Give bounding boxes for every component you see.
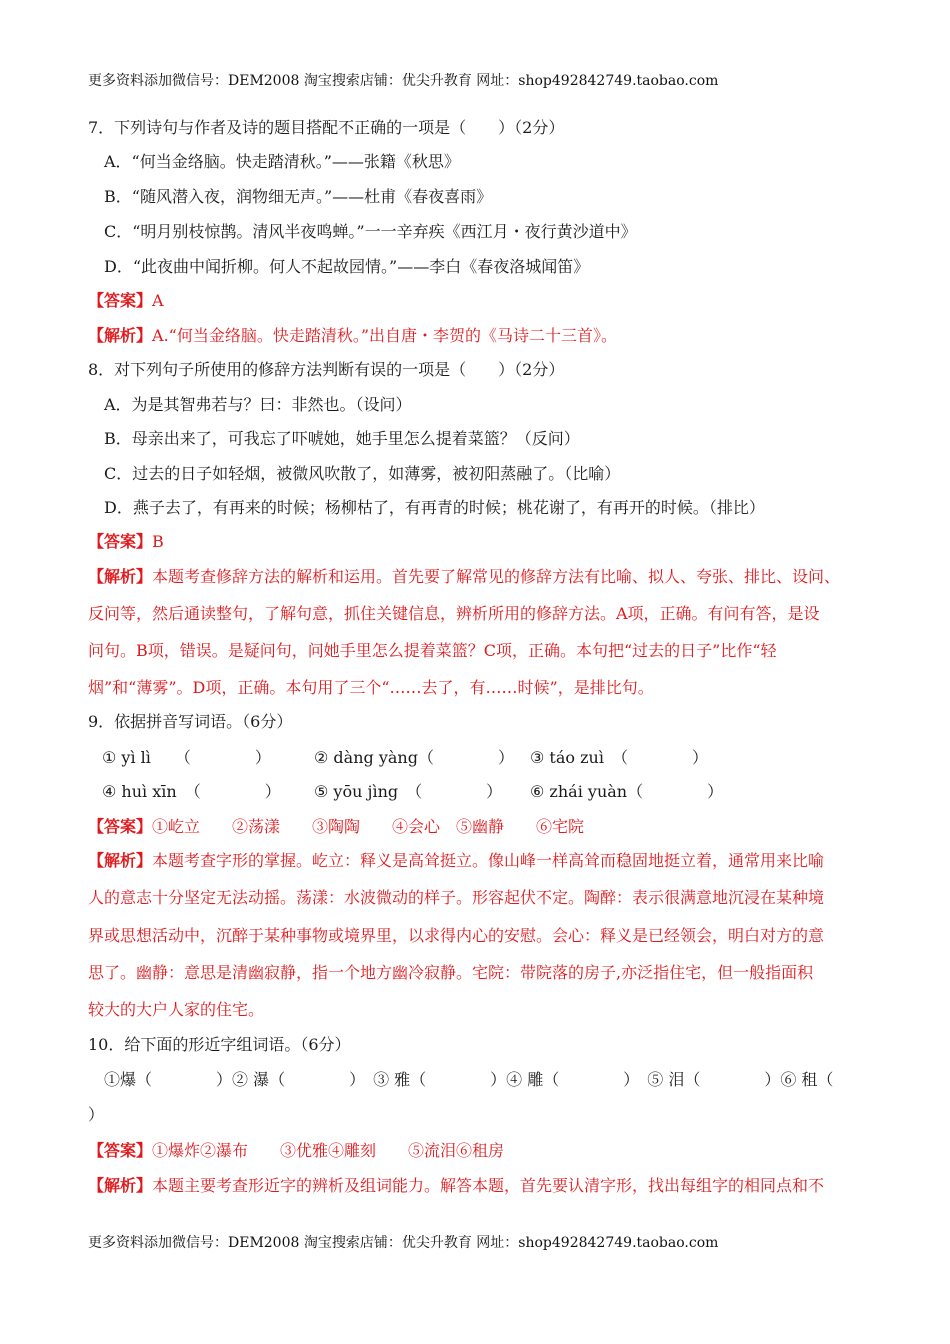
q8-analysis-line-3: 问句。B项，错误。是疑问句，问她手里怎么提着菜篮？C项，正确。本句把“过去的日子”比作“轻 [88, 641, 777, 660]
q10-answer-value: ①爆炸②瀑布 ③优雅④雕刻 ⑤流泪⑥租房 [152, 1141, 505, 1160]
q10-analysis-text: 本题主要考查形近字的辨析及组词能力。解答本题，首先要认清字形，找出每组字的相同点和不 [152, 1176, 825, 1195]
q7-analysis-text: A.“何当金络脑。快走踏清秋。”出自唐・李贺的《马诗二十三首》。 [152, 326, 618, 345]
q7-stem: 7．下列诗句与作者及诗的题目搭配不正确的一项是（ ）（2分） [88, 118, 565, 137]
analysis-label: 【解析】 [88, 567, 153, 586]
answer-label: 【答案】 [88, 1141, 153, 1160]
answer-label: 【答案】 [88, 817, 153, 836]
q7-analysis [88, 326, 617, 346]
answer-label: 【答案】 [88, 532, 153, 551]
analysis-label: 【解析】 [88, 1176, 153, 1195]
q9-answer-value: ①屹立 ②荡漾 ③陶陶 ④会心 ⑤幽静 ⑥宅院 [152, 817, 585, 836]
q8-analysis-line-1 [88, 567, 840, 587]
q9-item-5: ⑤ yōu jìng （ ） [314, 782, 503, 801]
q8-analysis-line-4: 烟”和“薄雾”。D项，正确。本句用了三个“……去了，有……时候”，是排比句。 [88, 678, 654, 697]
q9-analysis-line-2: 人的意志十分坚定无法动摇。荡漾：水波微动的样子。形容起伏不定。陶醉：表示很满意地沉浸在某种境 [88, 888, 825, 907]
q9-analysis-text: 本题考查字形的掌握。屹立：释义是高耸挺立。像山峰一样高耸而稳固地挺立着，通常用来比喻 [152, 851, 825, 870]
q9-analysis-line-5: 较大的大户人家的住宅。 [88, 1000, 265, 1019]
q9-item-2: ② dàng yàng（ ） [314, 748, 514, 767]
q9-analysis-line-4: 思了。幽静：意思是清幽寂静，指一个地方幽冷寂静。宅院：带院落的房子,亦泛指住宅，但一般指面积 [88, 963, 814, 982]
q9-stem: 9．依据拼音写词语。（6分） [88, 712, 293, 731]
q7-option-a: A．“何当金络脑。快走踏清秋。”——张籍《秋思》 [104, 152, 460, 171]
q8-analysis-line-2: 反问等，然后通读整句，了解句意，抓住关键信息，辨析所用的修辞方法。A项，正确。有问有答，是设 [88, 604, 820, 623]
q7-answer [88, 291, 164, 311]
q7-option-d: D．“此夜曲中闻折柳。何人不起故园情。”——李白《春夜洛城闻笛》 [104, 257, 590, 276]
q10-answer [88, 1141, 504, 1161]
analysis-label: 【解析】 [88, 851, 153, 870]
q10-analysis [88, 1176, 824, 1196]
q10-items: ①爆（ ）② 瀑（ ） ③ 雅（ ）④ 雕（ ） ⑤ 泪（ ）⑥ 租（ [104, 1070, 834, 1089]
q10-items-tail: ） [88, 1105, 105, 1124]
q9-item-4: ④ huì xīn （ ） [102, 782, 281, 801]
q8-option-d: D．燕子去了，有再来的时候；杨柳枯了，有再青的时候；桃花谢了，有再开的时候。（排比） [104, 498, 765, 517]
page-header: 更多资料添加微信号：DEM2008 淘宝搜索店铺：优尖升教育 网址：shop492842749.taobao.com [88, 73, 719, 89]
q8-stem: 8．对下列句子所使用的修辞方法判断有误的一项是（ ）（2分） [88, 360, 565, 379]
q8-answer-value: B [152, 532, 164, 551]
page-footer: 更多资料添加微信号：DEM2008 淘宝搜索店铺：优尖升教育 网址：shop492842749.taobao.com [88, 1235, 719, 1251]
q7-option-c: C．“明月别枝惊鹊。清风半夜鸣蝉。”一一辛弃疾《西江月・夜行黄沙道中》 [104, 222, 637, 241]
q7-answer-value: A [152, 291, 164, 310]
q8-option-c: C．过去的日子如轻烟，被微风吹散了，如薄雾，被初阳蒸融了。（比喻） [104, 464, 621, 483]
q9-item-3: ③ táo zuì （ ） [530, 748, 708, 767]
q9-answer [88, 817, 584, 837]
q9-item-6: ⑥ zhái yuàn（ ） [530, 782, 724, 801]
q8-answer [88, 532, 164, 552]
answer-label: 【答案】 [88, 291, 153, 310]
q8-option-b: B．母亲出来了，可我忘了吓唬她，她手里怎么提着菜篮？（反问） [104, 429, 580, 448]
q9-analysis-line-3: 界或思想活动中，沉醉于某种事物或境界里，以求得内心的安慰。会心：释义是已经领会，明白对方的意 [88, 926, 825, 945]
q7-option-b: B．“随风潜入夜，润物细无声。”——杜甫《春夜喜雨》 [104, 187, 493, 206]
q10-stem: 10．给下面的形近字组词语。（6分） [88, 1035, 351, 1054]
q8-option-a: A．为是其智弗若与？曰：非然也。（设问） [104, 395, 412, 414]
q8-analysis-text: 本题考查修辞方法的解析和运用。首先要了解常见的修辞方法有比喻、拟人、夸张、排比、设问、 [152, 567, 841, 586]
analysis-label: 【解析】 [88, 326, 153, 345]
q9-item-1: ① yì lì （ ） [102, 748, 271, 767]
q9-analysis-line-1 [88, 851, 824, 871]
